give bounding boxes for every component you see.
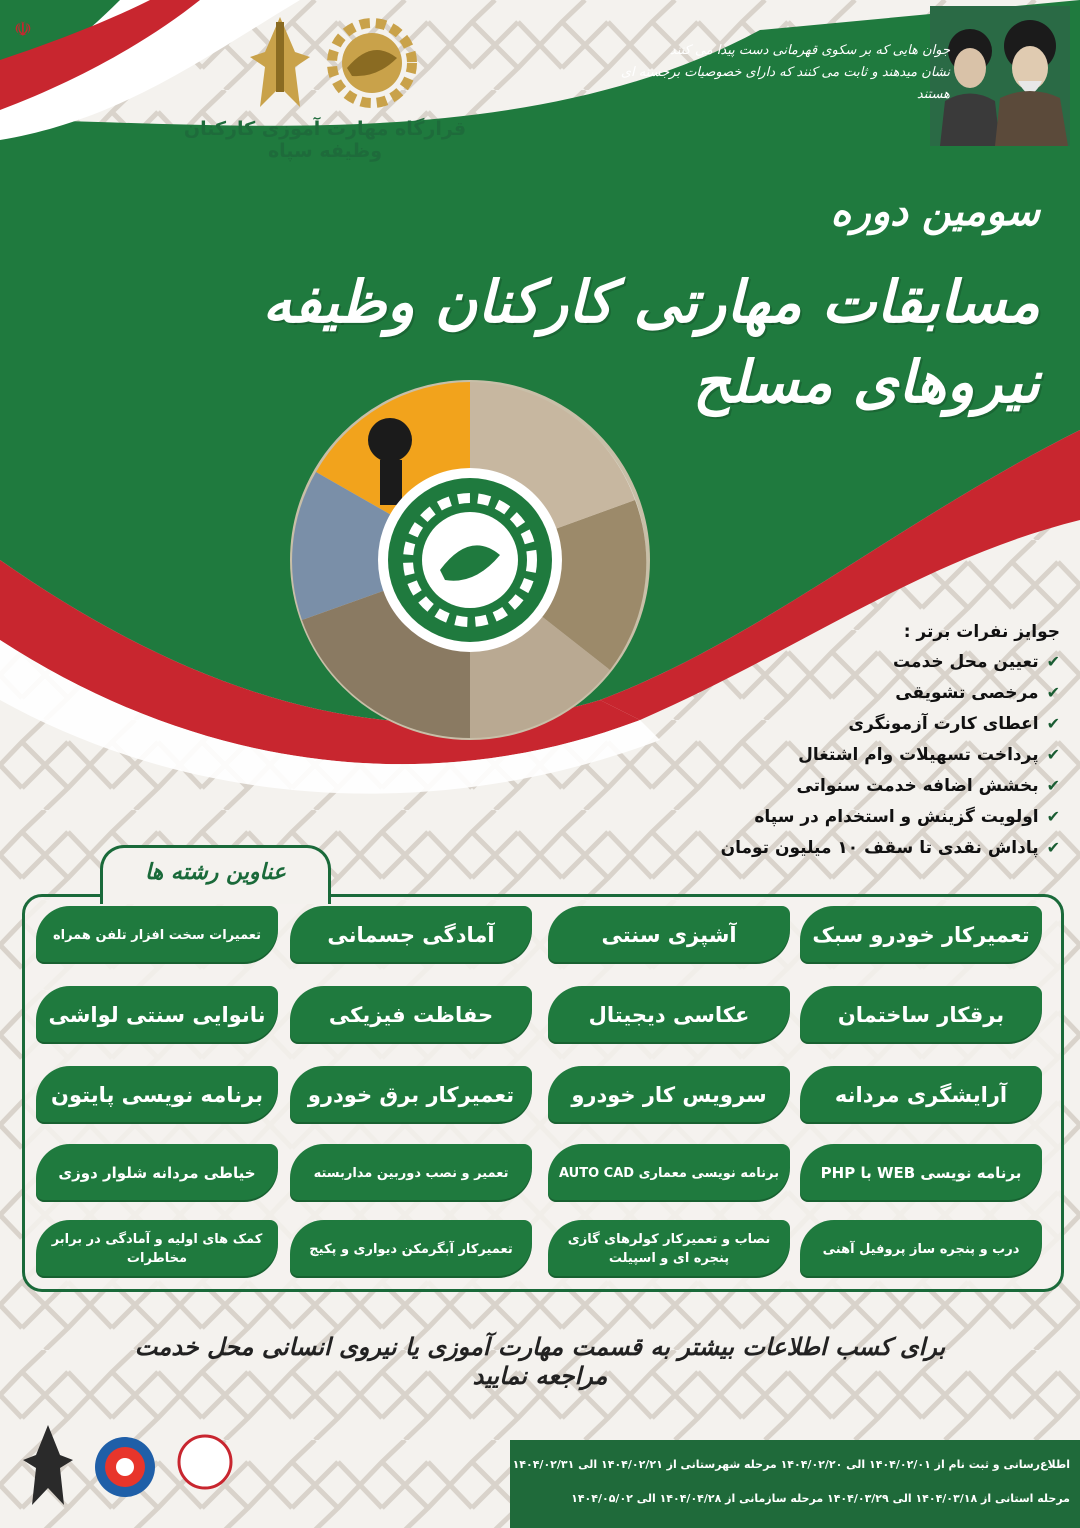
info-note: برای کسب اطلاعات بیشتر به قسمت مهارت آموزی یا نیروی انسانی محل خدمت مراجعه نمایید <box>134 1332 946 1390</box>
check-icon: ✔ <box>1046 807 1060 826</box>
prize-item <box>700 832 1060 863</box>
prize-item <box>700 677 1060 708</box>
red-crescent-logo <box>175 1432 235 1496</box>
field-card: تعمیرات سخت افزار تلفن همراه <box>36 906 278 964</box>
prize-label: مرخصی تشویقی <box>895 683 1039 703</box>
edition-title: سومین دوره <box>830 188 1040 235</box>
prize-label: اعطای کارت آزمونگری <box>848 714 1039 734</box>
field-card: عکاسی دیجیتال <box>548 986 790 1044</box>
irgc-emblem-footer <box>18 1420 78 1514</box>
field-card: کمک های اولیه و آمادگی در برابر مخاطرات <box>36 1220 278 1278</box>
leader-quote <box>620 40 950 106</box>
prize-label: پاداش نقدی تا سقف ۱۰ میلیون تومان <box>720 838 1039 858</box>
field-card: تعمیرکار برق خودرو <box>290 1066 532 1124</box>
field-card: حفاظت فیزیکی <box>290 986 532 1044</box>
field-card: نصاب و تعمیرکار کولرهای گازی پنجره ای و اسپیلت <box>548 1220 790 1278</box>
prize-item <box>700 801 1060 832</box>
field-card: تعمیرکار آبگرمکن دیواری و پکیج <box>290 1220 532 1278</box>
organization-name: قرارگاه مهارت آموزی کارکنان وظیفه سپاه <box>183 118 467 162</box>
schedule-line-1: اطلاع‌رسانی و ثبت نام از ۱۴۰۴/۰۲/۰۱ الی ۱۴۰۴/۰۲/۲۰ مرحله شهرستانی از ۱۴۰۴/۰۲/۲۱ الی ۱۴۰۴/۰۲/۳۱ <box>512 1458 1070 1471</box>
schedule-bar <box>510 1440 1080 1528</box>
flag-emblem <box>10 14 40 44</box>
irgc-emblem <box>240 12 320 116</box>
schedule-line-2: مرحله استانی از ۱۴۰۴/۰۳/۱۸ الی ۱۴۰۴/۰۳/۲۹ مرحله سازمانی از ۱۴۰۴/۰۴/۲۸ الی ۱۴۰۴/۰۵/۰۲ <box>571 1492 1070 1505</box>
check-icon: ✔ <box>1046 745 1060 764</box>
prize-label: اولویت گزینش و استخدام در سپاه <box>754 807 1039 827</box>
technical-vocational-logo <box>90 1432 160 1506</box>
field-card: درب و پنجره ساز پروفیل آهنی <box>800 1220 1042 1278</box>
prize-label: بخشش اضافه خدمت سنواتی <box>796 776 1039 796</box>
field-card: برنامه نویسی پایتون <box>36 1066 278 1124</box>
quote-line-1: جوان هایی که بر سکوی قهرمانی دست پیدا می کنند <box>669 43 950 58</box>
main-title: مسابقات مهارتی کارکنان وظیفه نیروهای مسلح <box>262 268 1040 416</box>
field-card: تعمیر و نصب دوربین مداربسته <box>290 1144 532 1202</box>
check-icon: ✔ <box>1046 776 1060 795</box>
field-card: تعمیرکار خودرو سبک <box>800 906 1042 964</box>
check-icon: ✔ <box>1046 714 1060 733</box>
prizes-heading: جوایز نفرات برتر : <box>903 622 1060 642</box>
quote-line-2: نشان میدهند و ثابت می کنند که دارای خصوصیات برجسته ای هستند <box>620 65 950 102</box>
svg-text:☫: ☫ <box>14 17 32 41</box>
prize-item <box>700 739 1060 770</box>
prize-item <box>700 770 1060 801</box>
prize-item <box>700 646 1060 677</box>
skills-collage <box>290 380 650 740</box>
field-card: آرایشگری مردانه <box>800 1066 1042 1124</box>
field-card: آشپزی سنتی <box>548 906 790 964</box>
skill-gear-logo <box>322 18 422 112</box>
field-card: برنامه نویسی WEB با PHP <box>800 1144 1042 1202</box>
field-card: نانوایی سنتی لواشی <box>36 986 278 1044</box>
field-card: خیاطی مردانه شلوار دوزی <box>36 1144 278 1202</box>
fields-heading: عناوین رشته ها <box>144 860 287 885</box>
check-icon: ✔ <box>1046 683 1060 702</box>
fields-heading-tab <box>100 845 331 904</box>
prize-item <box>700 708 1060 739</box>
field-card: سرویس کار خودرو <box>548 1066 790 1124</box>
check-icon: ✔ <box>1046 838 1060 857</box>
field-card: آمادگی جسمانی <box>290 906 532 964</box>
field-card: برنامه نویسی معماری AUTO CAD <box>548 1144 790 1202</box>
prizes-list <box>700 622 1060 863</box>
prize-label: تعیین محل خدمت <box>893 652 1039 672</box>
check-icon: ✔ <box>1046 652 1060 671</box>
leaders-portrait <box>930 6 1070 146</box>
field-card: برقکار ساختمان <box>800 986 1042 1044</box>
prize-label: پرداخت تسهیلات وام اشتغال <box>798 745 1039 765</box>
